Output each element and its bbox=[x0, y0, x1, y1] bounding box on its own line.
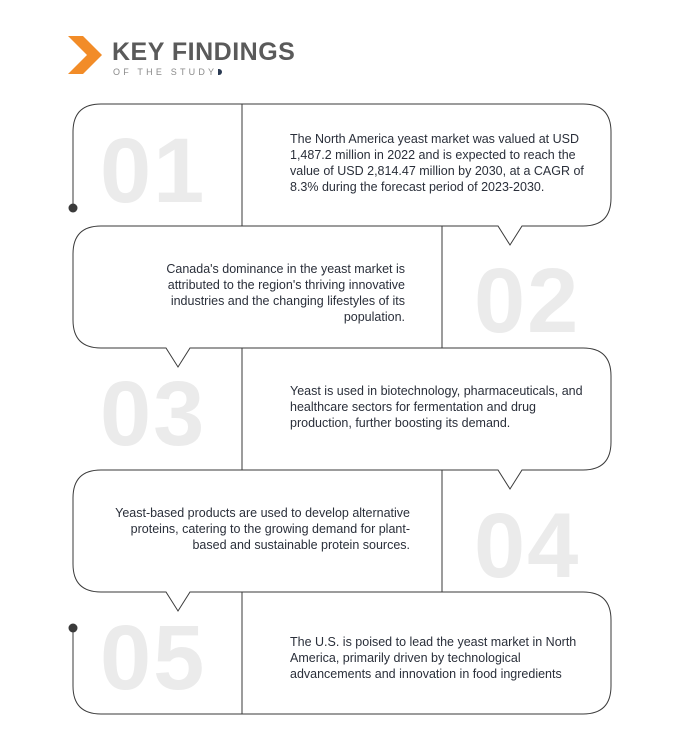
finding-number-03: 03 bbox=[100, 363, 207, 465]
finding-text-02: Canada's dominance in the yeast market is attributed to the region's thriving innovative industries and the changing lifestyles of its population. bbox=[166, 262, 405, 324]
finding-text-04: Yeast-based products are used to develop alternative proteins, catering to the growing demand for plant-based and sustainable protein sources. bbox=[115, 506, 410, 552]
end-dot bbox=[69, 624, 78, 633]
start-dot bbox=[69, 204, 78, 213]
finding-number-01: 01 bbox=[100, 120, 207, 222]
finding-number-04: 04 bbox=[474, 495, 581, 597]
page-subtitle: OF THE STUDY bbox=[113, 67, 222, 77]
finding-text-01: The North America yeast market was valued at USD 1,487.2 million in 2022 and is expected to reach the value of USD 2,814.47 million by 2030, at a CAGR of 8.3% during the forecast period of 2023-2030. bbox=[290, 132, 584, 194]
page-title: KEY FINDINGS bbox=[112, 38, 296, 66]
finding-text-05: The U.S. is poised to lead the yeast market in North America, primarily driven by technological advancements and innovation in food ingredients bbox=[290, 635, 577, 681]
finding-number-02: 02 bbox=[474, 250, 581, 352]
finding-number-05: 05 bbox=[100, 607, 207, 709]
finding-text-03: Yeast is used in biotechnology, pharmaceuticals, and healthcare sectors for fermentation and drug production, further boosting its demand. bbox=[290, 384, 583, 430]
